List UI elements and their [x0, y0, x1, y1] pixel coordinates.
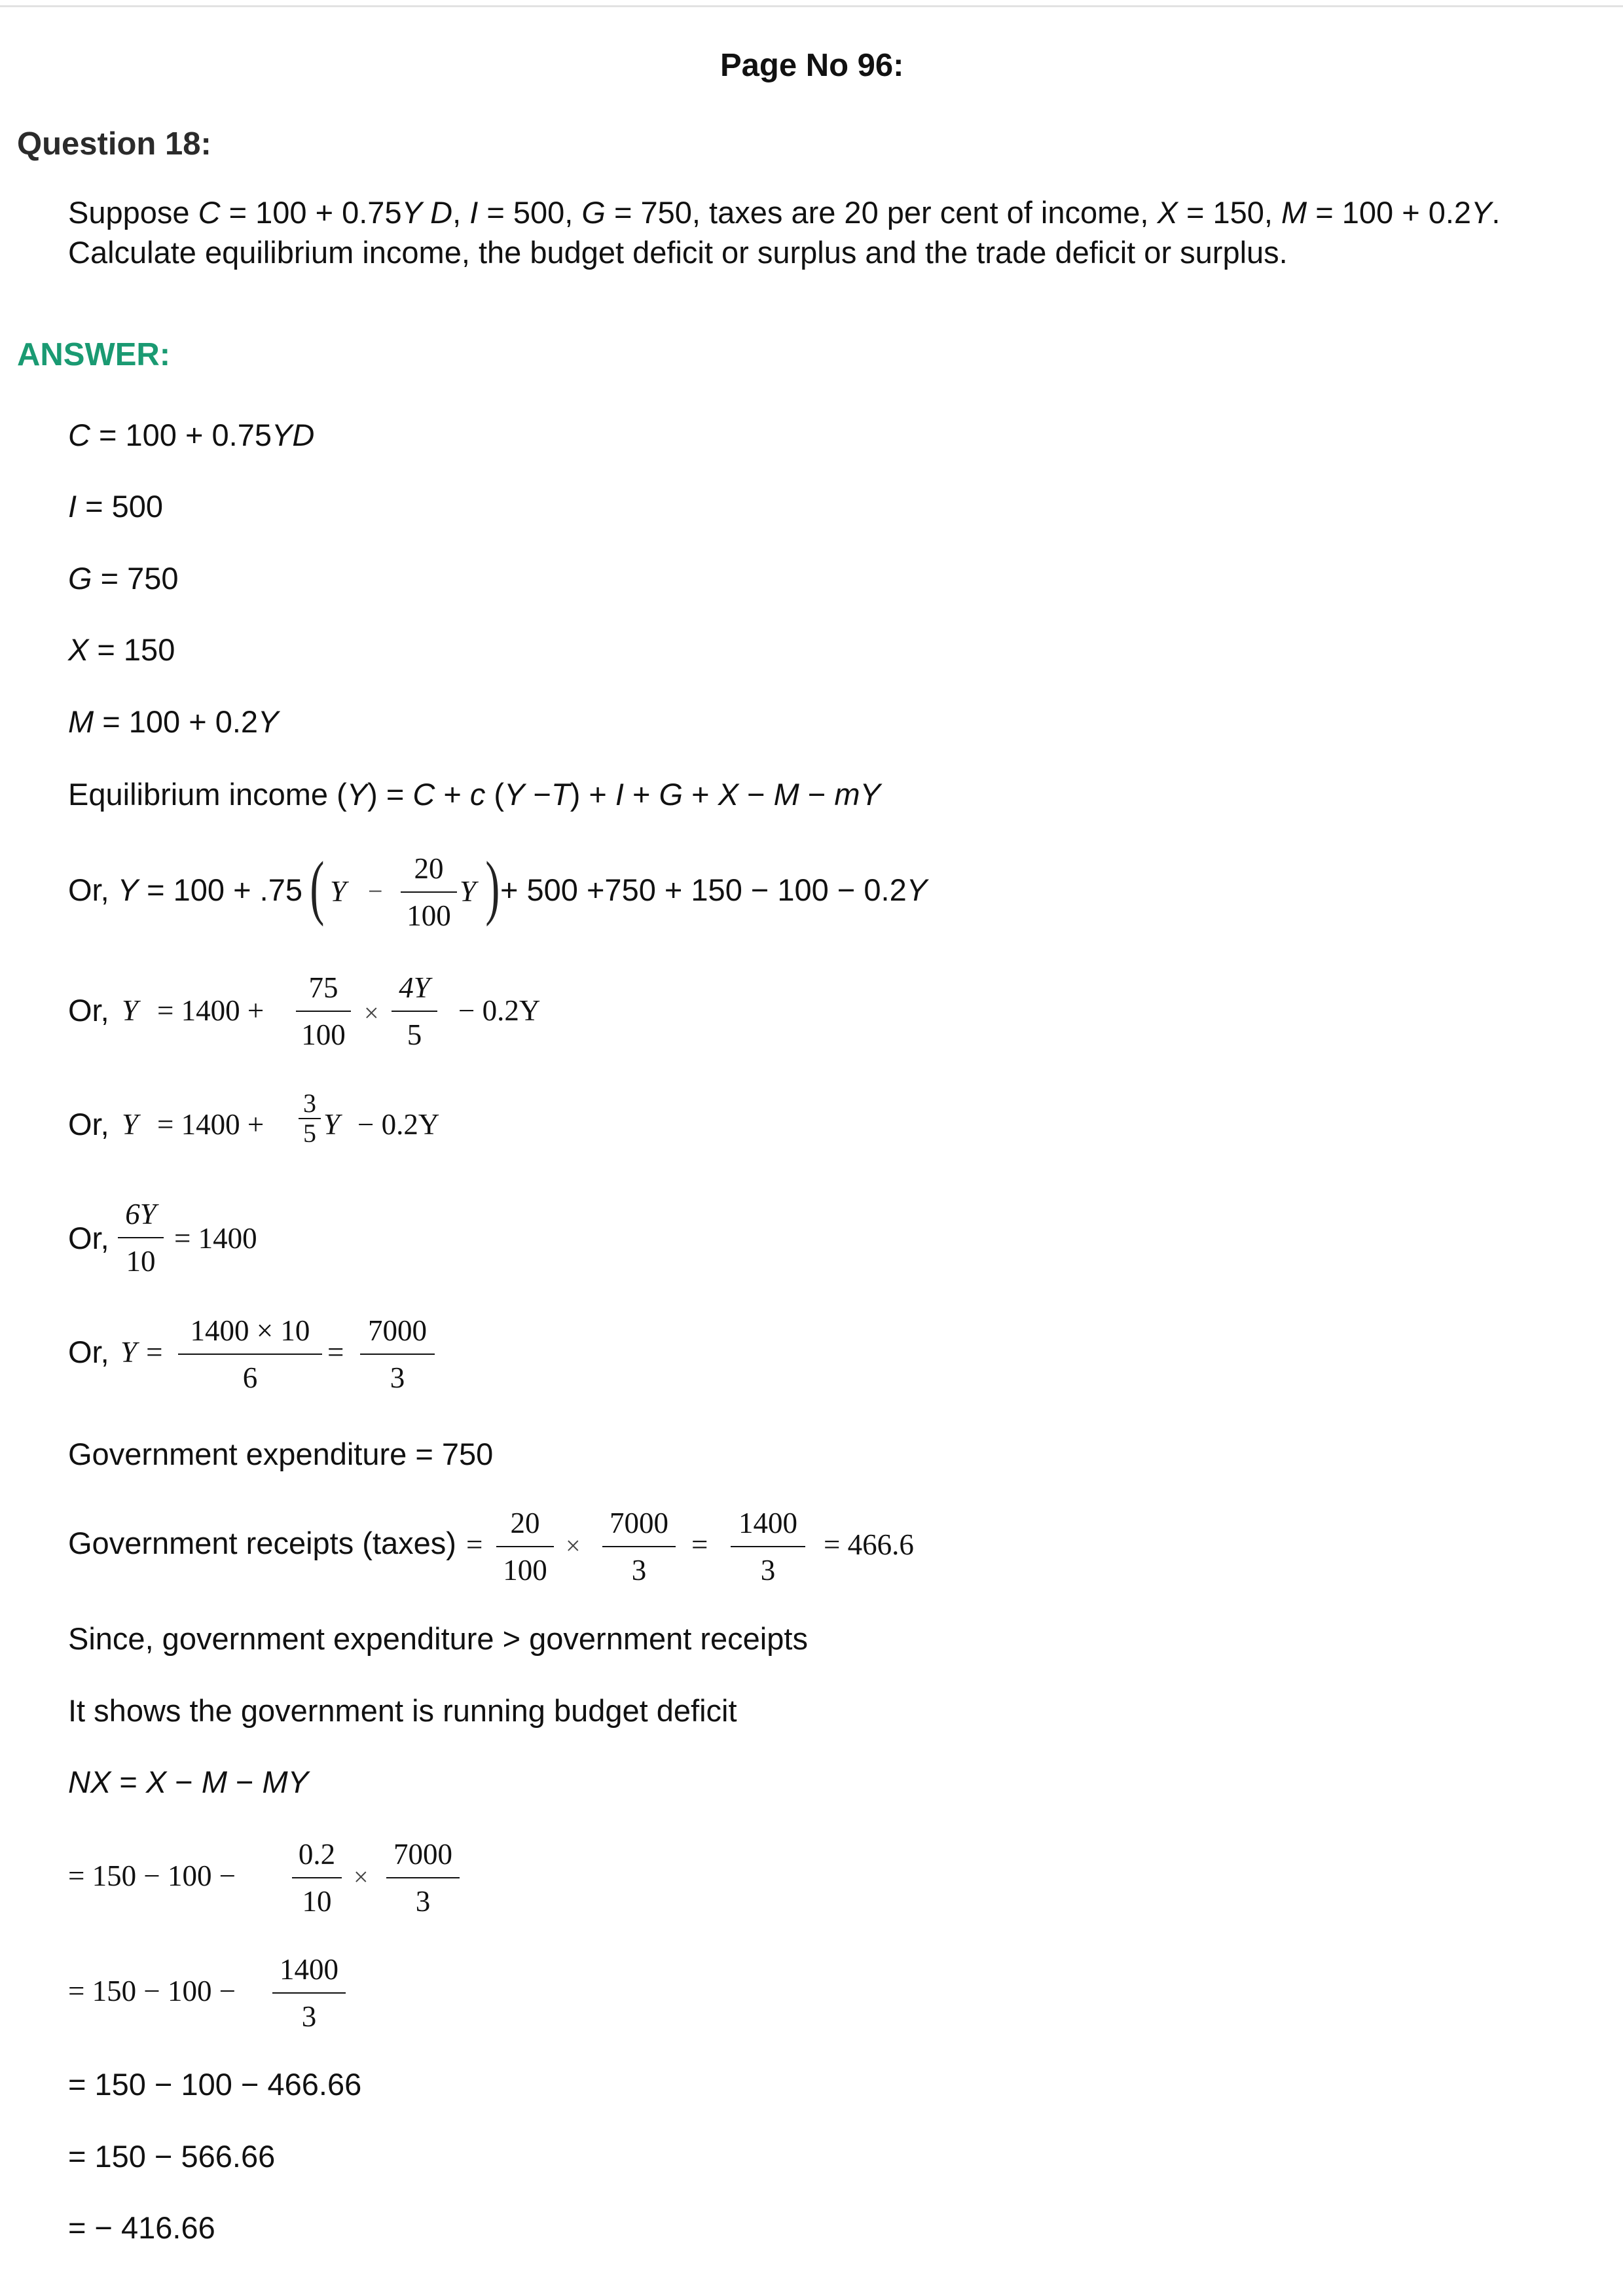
deficit-statement: It shows the government is running budget deficit: [68, 1693, 737, 1728]
given-government: G = 750: [68, 561, 179, 596]
equilibrium-equation: Equilibrium income (Y) = C + c (Y −T) + I + G + X − M − mY: [68, 777, 881, 812]
question-text-line2: Calculate equilibrium income, the budget deficit or surplus and the trade deficit or surplus.: [68, 235, 1288, 270]
given-consumption: C = 100 + 0.75YD: [68, 418, 315, 452]
page-number: Page No 96:: [720, 48, 904, 83]
given-imports: M = 100 + 0.2Y: [68, 704, 279, 739]
answer-title: ANSWER:: [17, 337, 171, 372]
nx-step3: = 150 − 100 − 466.66: [68, 2067, 362, 2102]
given-exports: X = 150: [68, 632, 175, 667]
question-title: Question 18:: [17, 126, 211, 162]
given-investment: I = 500: [68, 489, 164, 524]
top-rule: [0, 5, 1623, 7]
left-paren: (: [310, 847, 325, 927]
nx-step4: = 150 − 566.66: [68, 2139, 276, 2174]
government-expenditure: Government expenditure = 750: [68, 1437, 494, 1471]
since-statement: Since, government expenditure > government receipts: [68, 1621, 808, 1656]
nx-result: = − 416.66: [68, 2210, 215, 2245]
question-text-line1: Suppose C = 100 + 0.75Y D, I = 500, G = 750, taxes are 20 per cent of income, X = 150, M = 100 + 0.2Y.: [68, 195, 1501, 230]
right-paren: ): [485, 847, 500, 927]
net-exports-equation: NX = X − M − MY: [68, 1765, 309, 1799]
